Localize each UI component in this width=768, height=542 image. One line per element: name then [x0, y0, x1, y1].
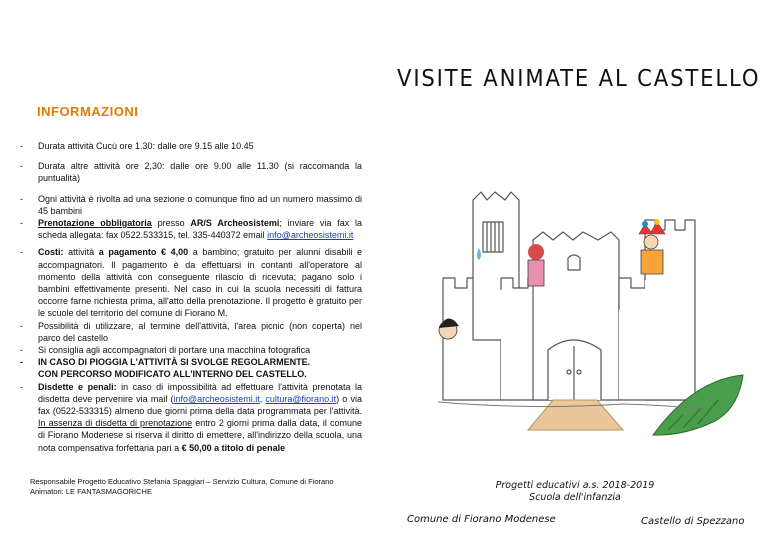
item-text: ) o via fax (0522-533315) almeno due giorni prima della data programmata per l'attività. — [38, 393, 362, 417]
project-year: Progetti educativi a.s. 2018-2019 — [495, 480, 655, 491]
price-text: a pagamento € 4,00 — [98, 247, 189, 258]
email-link[interactable]: cultura@fiorano.it — [265, 393, 337, 404]
responsible-text: Responsabile Progetto Educativo Stefania Spaggiari – Servizio Cultura, Comune di Fiorano — [30, 477, 334, 486]
item-text: Ogni attività è rivolta ad una sezione o comunque fino ad un numero massimo di 45 bambini — [38, 193, 362, 216]
organizer-name: AR/S Archeosistemi — [190, 218, 280, 229]
animators-text: Animatori: LE FANTASMAGORICHE — [30, 487, 152, 496]
item-text: Durata attività Cucù ore 1.30: dalle ore 9.15 alle 10.45 — [38, 141, 254, 151]
item-text: , — [259, 393, 266, 404]
rain-notice: IN CASO DI PIOGGIA L'ATTIVITÀ SI SVOLGE REGOLARMENTE. — [38, 357, 311, 368]
item-text: attività — [63, 247, 99, 258]
item-text: Possibilità di utilizzare, al termine dell'attività, l'area picnic (non coperta) nel parco del castello — [38, 320, 362, 343]
list-item: - Si consiglia agli accompagnatori di portare una macchina fotografica — [20, 345, 311, 356]
info-heading: INFORMAZIONI — [37, 104, 139, 119]
item-text: ; inviare via fax la scheda allegata: fax 0522.533315, tel. 335-440372 email — [38, 218, 363, 241]
credits — [30, 477, 334, 497]
penalty-amount: € 50,00 a titolo di penale — [181, 442, 286, 453]
list-item: - IN CASO DI PIOGGIA L'ATTIVITÀ SI SVOLGE REGOLARMENTE. CON PERCORSO MODIFICATO ALL'INTERNO DEL CASTELLO. — [20, 357, 311, 380]
list-item: - Prenotazione obbligatoria presso AR/S Archeosistemi; inviare via fax la scheda allegata: fax 0522.533315, tel. 335-440372 email info@archeosistemi.it — [20, 218, 363, 241]
list-item: - Possibilità di utilizzare, al termine dell'attività, l'area picnic (non coperta) nel parco del castello — [20, 320, 362, 343]
email-link[interactable]: info@archeosistemi.it — [267, 230, 354, 241]
list-item: - Durata altre attività ore 2,30: dalle ore 9.00 alle 11.30 (si raccomanda la puntualità) — [20, 161, 362, 184]
project-info — [490, 480, 660, 504]
costs-label: Costi: — [38, 247, 64, 258]
item-text: a bambino; gratuito per alunni disabili e accompagnatori. Il pagamento è da effettuarsi in contanti all'operatore al momento della attività con conseguente rilascio di ricevuta; pagano solo i bambini effettivamente presenti. Nel caso in cui la scuola necessiti di fattura occorre farne richiesta prima, all'atto della prenotazione. Il progetto è gratuito per le scuole del territorio del comune di Fiorano M. — [38, 247, 362, 319]
item-text: in caso di impossibilità ad effettuare l'attività prenotata la disdetta deve pervenire via mail ( — [38, 381, 362, 404]
list-item: - Ogni attività è rivolta ad una sezione o comunque fino ad un numero massimo di 45 bambini — [20, 193, 362, 216]
item-text: Durata altre attività ore 2,30: dalle ore 9.00 alle 11.30 (si raccomanda la puntualità) — [38, 161, 362, 184]
list-item: - Disdette e penali: in caso di impossibilità ad effettuare l'attività prenotata la disdetta deve pervenire via mail (info@archeosistemi.it, cultura@fiorano.it) o via fax (0522-533315) almeno due giorni prima della data programmata per l'attività. In assenza di disdetta di prenotazione entro 2 giorni prima dalla data, il comune di Fiorano Modenese si riserva il diritto di emettere, all'indirizzo della scuola, una nota compensativa forfettaria pari a € 50,00 a titolo di penale — [20, 381, 362, 453]
penalties-label: Disdette e penali: — [38, 381, 117, 392]
castle-illustration — [383, 160, 753, 460]
school-level: Scuola dell'infanzia — [529, 492, 621, 503]
rain-notice-2: CON PERCORSO MODIFICATO ALL'INTERNO DEL CASTELLO. — [38, 369, 307, 380]
item-text: presso — [151, 218, 191, 229]
item-text: entro 2 giorni prima dalla data, il comune di Fiorano Modenese si riserva il diritto di emettere, all'indirizzo della scuola, una nota compensativa forfettaria pari a — [38, 418, 362, 453]
list-item: - Durata attività Cucù ore 1.30: dalle ore 9.15 alle 10.45 — [20, 141, 254, 151]
castle-name: Castello di Spezzano — [641, 516, 745, 527]
item-text: Si consiglia agli accompagnatori di portare una macchina fotografica — [38, 345, 311, 356]
no-cancel-text: In assenza di disdetta di prenotazione — [38, 418, 193, 429]
info-list — [20, 140, 362, 454]
municipality-name: Comune di Fiorano Modenese — [407, 514, 556, 525]
email-link[interactable]: info@archeosistemi.it — [173, 393, 260, 404]
page-title: VISITE ANIMATE AL CASTELLO — [397, 66, 761, 92]
list-item: - Costi: attività a pagamento € 4,00 a bambino; gratuito per alunni disabili e accompagnatori. Il pagamento è da effettuarsi in contanti all'operatore al momento della attività con conseguente rilascio di ricevuta; pagano solo i bambini effettivamente presenti. Nel caso in cui la scuola necessiti di fattura occorre farne richiesta prima, all'atto della prenotazione. Il progetto è gratuito per le scuole del territorio del comune di Fiorano M. — [20, 247, 362, 319]
booking-label: Prenotazione obbligatoria — [38, 218, 152, 229]
